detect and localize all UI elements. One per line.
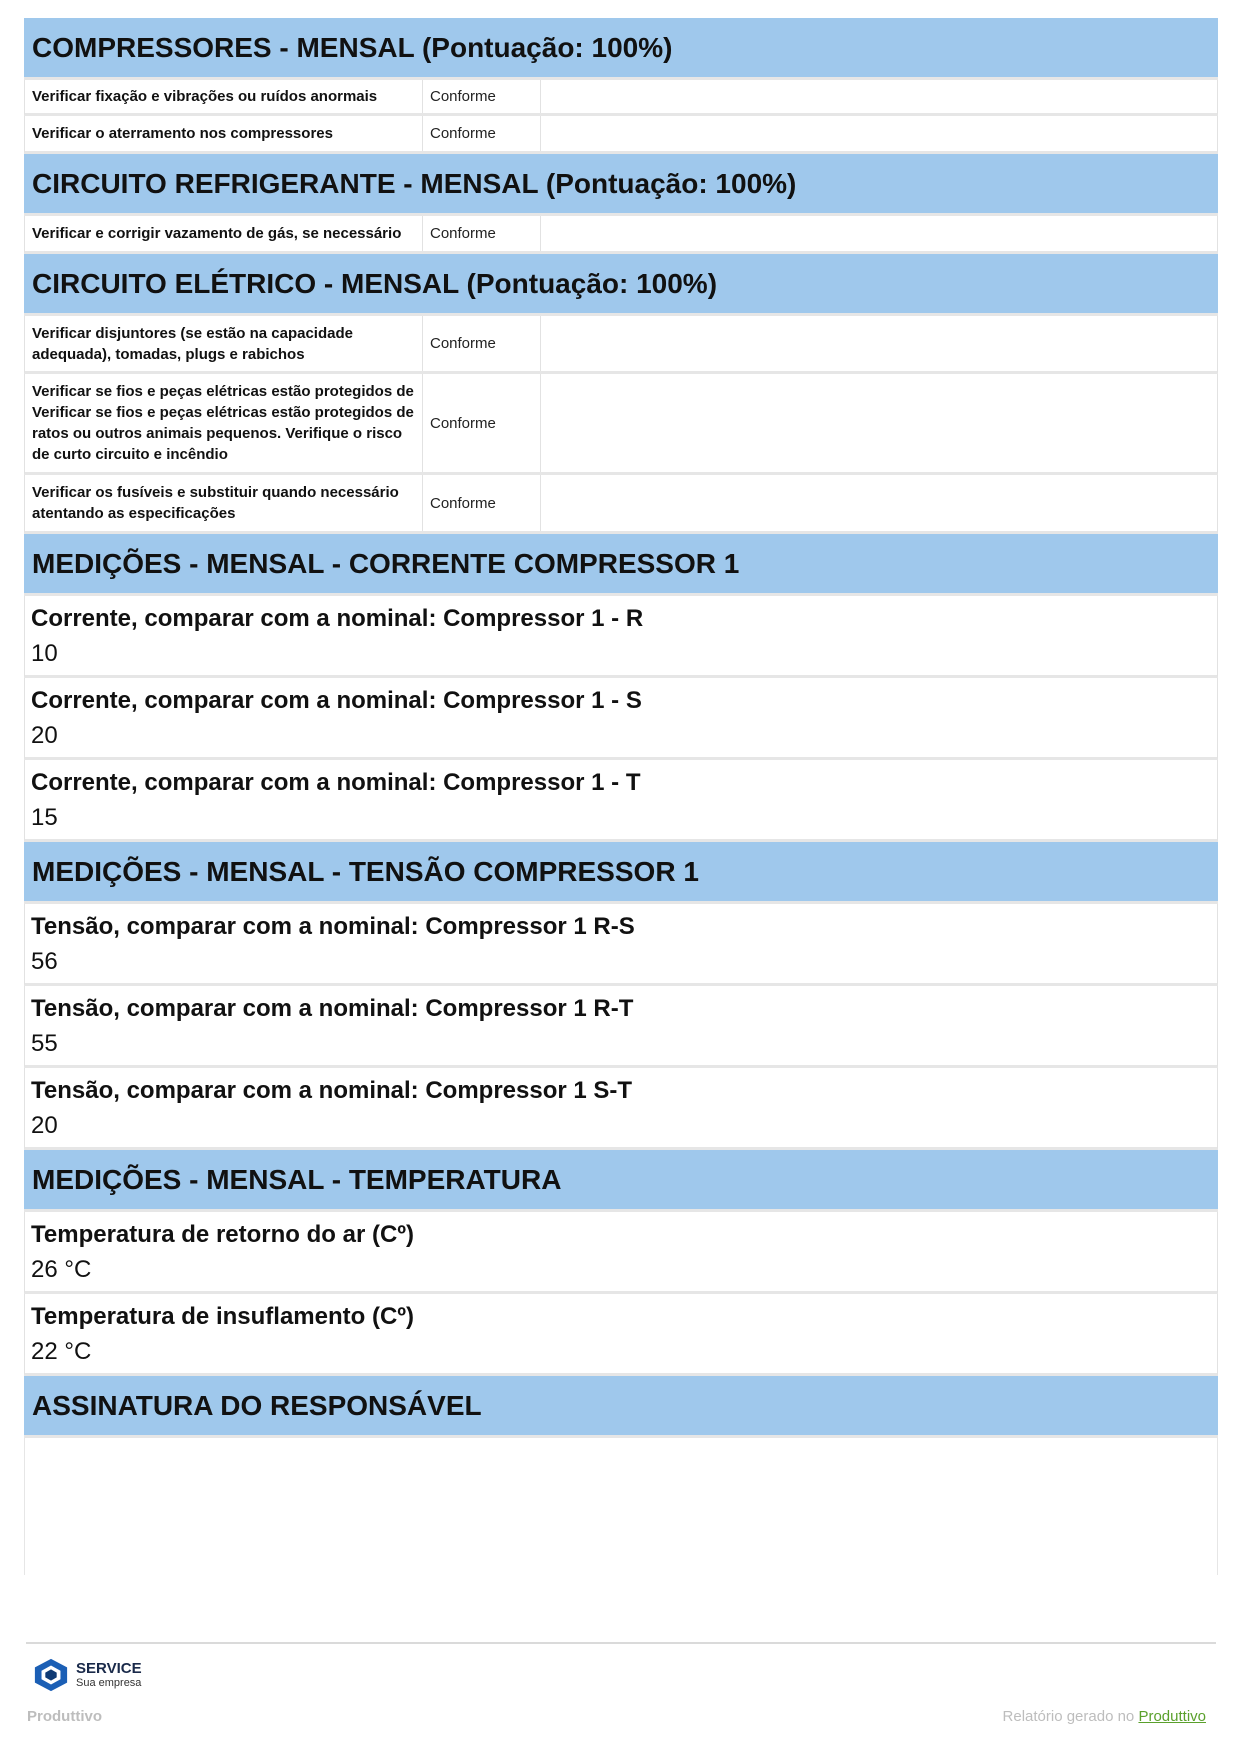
measurement-item bbox=[24, 904, 1218, 986]
measurement-question: Tensão, comparar com a nominal: Compressor 1 S-T bbox=[31, 1077, 633, 1104]
produttivo-link[interactable]: Produttivo bbox=[1138, 1708, 1206, 1725]
measurement-value: 26 °C bbox=[31, 1256, 92, 1283]
measurement-item bbox=[24, 1068, 1218, 1150]
checklist-comment bbox=[541, 216, 1217, 251]
checklist-question: Verificar os fusíveis e substituir quando necessário atentando as especificações bbox=[25, 475, 423, 531]
measurement-question: Tensão, comparar com a nominal: Compressor 1 R-S bbox=[31, 913, 635, 940]
measurement-value: 15 bbox=[31, 804, 58, 831]
checklist-answer: Conforme bbox=[423, 374, 541, 472]
checklist-question: Verificar fixação e vibrações ou ruídos anormais bbox=[25, 80, 423, 113]
checklist-comment bbox=[541, 475, 1217, 531]
signature-area bbox=[24, 1438, 1218, 1575]
footer-report-note bbox=[1003, 1708, 1206, 1725]
section-header-circuito-eletrico: CIRCUITO ELÉTRICO - MENSAL (Pontuação: 100%) bbox=[24, 254, 1218, 316]
logo-name: SERVICE bbox=[76, 1660, 142, 1677]
checklist-answer: Conforme bbox=[423, 316, 541, 371]
checklist-comment bbox=[541, 80, 1217, 113]
measurement-item bbox=[24, 596, 1218, 678]
report-page bbox=[24, 18, 1218, 1575]
measurement-question: Corrente, comparar com a nominal: Compressor 1 - S bbox=[31, 687, 642, 714]
measurement-value: 20 bbox=[31, 1112, 58, 1139]
checklist-row bbox=[24, 80, 1218, 116]
hexagon-logo-icon bbox=[32, 1657, 70, 1693]
measurement-question: Temperatura de retorno do ar (Cº) bbox=[31, 1221, 415, 1248]
section-header-tensao: MEDIÇÕES - MENSAL - TENSÃO COMPRESSOR 1 bbox=[24, 842, 1218, 904]
section-header-compressores: COMPRESSORES - MENSAL (Pontuação: 100%) bbox=[24, 18, 1218, 80]
checklist-answer: Conforme bbox=[423, 116, 541, 151]
checklist-comment bbox=[541, 374, 1217, 472]
measurement-question: Temperatura de insuflamento (Cº) bbox=[31, 1303, 415, 1330]
footer-report-prefix: Relatório gerado no bbox=[1002, 1708, 1135, 1725]
checklist-answer: Conforme bbox=[423, 216, 541, 251]
checklist-question: Verificar e corrigir vazamento de gás, se necessário bbox=[25, 216, 423, 251]
measurement-value: 20 bbox=[31, 722, 58, 749]
checklist-answer: Conforme bbox=[423, 475, 541, 531]
measurement-value: 10 bbox=[31, 640, 58, 667]
measurement-value: 56 bbox=[31, 948, 58, 975]
measurement-item bbox=[24, 760, 1218, 842]
checklist-row bbox=[24, 475, 1218, 534]
checklist-row bbox=[24, 316, 1218, 374]
checklist-question: Verificar o aterramento nos compressores bbox=[25, 116, 423, 151]
measurement-question: Corrente, comparar com a nominal: Compressor 1 - T bbox=[31, 769, 641, 796]
checklist-row bbox=[24, 374, 1218, 475]
measurement-item bbox=[24, 986, 1218, 1068]
logo-tagline: Sua empresa bbox=[76, 1677, 142, 1689]
measurement-question: Tensão, comparar com a nominal: Compressor 1 R-T bbox=[31, 995, 634, 1022]
checklist-question: Verificar disjuntores (se estão na capacidade adequada), tomadas, plugs e rabichos bbox=[25, 316, 423, 371]
measurement-value: 55 bbox=[31, 1030, 58, 1057]
checklist-comment bbox=[541, 116, 1217, 151]
section-header-corrente: MEDIÇÕES - MENSAL - CORRENTE COMPRESSOR 1 bbox=[24, 534, 1218, 596]
section-header-circuito-refrigerante: CIRCUITO REFRIGERANTE - MENSAL (Pontuação: 100%) bbox=[24, 154, 1218, 216]
measurement-item bbox=[24, 1212, 1218, 1294]
checklist-comment bbox=[541, 316, 1217, 371]
measurement-value: 22 °C bbox=[31, 1338, 92, 1365]
measurement-item bbox=[24, 1294, 1218, 1376]
checklist-answer: Conforme bbox=[423, 80, 541, 113]
section-header-assinatura: ASSINATURA DO RESPONSÁVEL bbox=[24, 1376, 1218, 1438]
measurement-item bbox=[24, 678, 1218, 760]
checklist-question: Verificar se fios e peças elétricas estão protegidos de Verificar se fios e peças elétricas estão protegidos de ratos ou outros animais pequenos. Verifique o risco de curto circuito e incêndio bbox=[25, 374, 423, 472]
section-header-temperatura: MEDIÇÕES - MENSAL - TEMPERATURA bbox=[24, 1150, 1218, 1212]
checklist-row bbox=[24, 216, 1218, 254]
footer-brand: Produttivo bbox=[27, 1708, 102, 1725]
checklist-row bbox=[24, 116, 1218, 154]
footer-divider bbox=[26, 1642, 1216, 1644]
company-logo bbox=[32, 1657, 142, 1693]
measurement-question: Corrente, comparar com a nominal: Compressor 1 - R bbox=[31, 605, 644, 632]
